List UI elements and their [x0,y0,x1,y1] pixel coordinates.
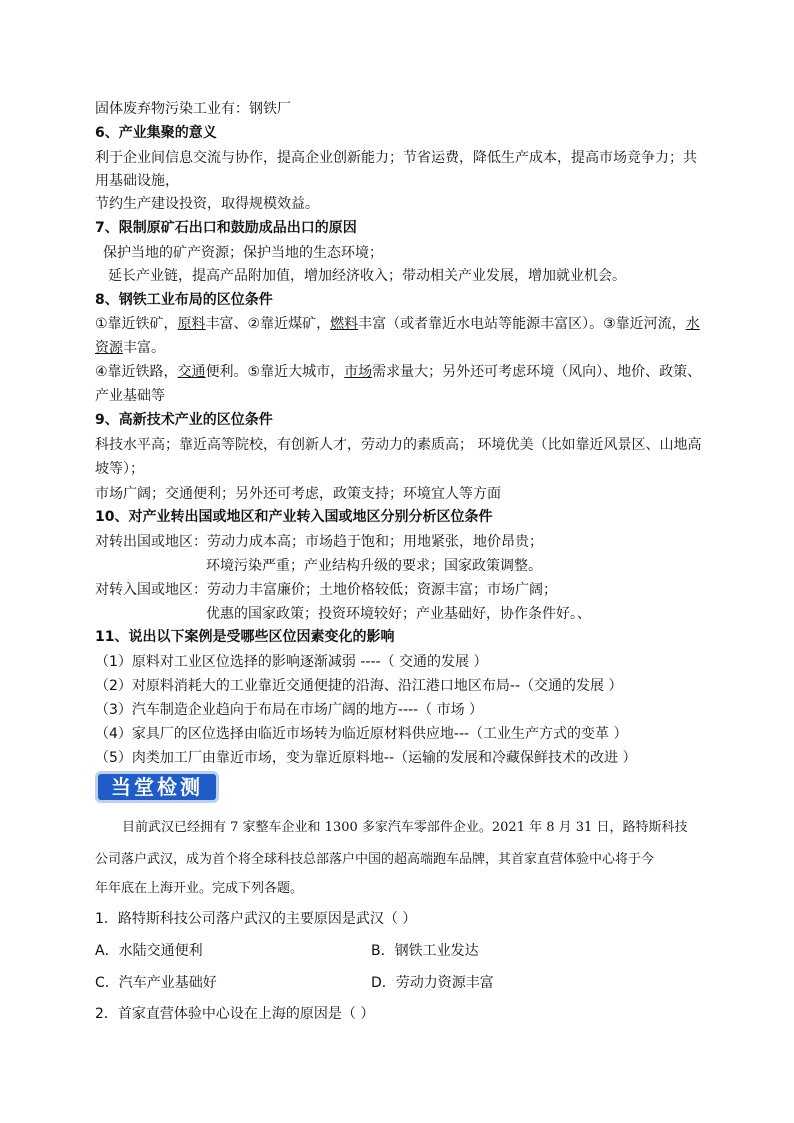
text-line: 优惠的国家政策；投资环境较好；产业基础好，协作条件好。、 [206,606,591,622]
section-heading-6: 6、产业集聚的意义 [95,125,217,141]
list-item: （5）肉类加工厂由靠近市场，变为靠近原料地--（运输的发展和冷藏保鲜技术的改进 ） [95,750,637,766]
text-run: 需求量大；另外还可考虑环境（风向）、地价、政策、 [372,364,702,380]
text-line [95,362,701,382]
underlined-term: 水 [685,316,700,332]
text-line: 科技水平高；靠近高等院校，有创新人才，劳动力的素质高； 环境优美（比如靠近风景区、山地高 [95,437,702,453]
list-item: （4）家具厂的区位选择由临近市场转为临近原材料供应地---（工业生产方式的变革 ） [95,726,628,742]
text-line: 对转出国或地区：劳动力成本高；市场趋于饱和；用地紧张，地价昂贵； [95,534,543,550]
list-item: （1）原料对工业区位选择的影响逐渐减弱 ----（ 交通的发展 ） [95,654,488,670]
list-item: （2）对原料消耗大的工业靠近交通便捷的沿海、沿江港口地区布局--（交通的发展 ） [95,678,623,694]
passage-line: 公司落户武汉，成为首个将全球科技总部落户中国的超高端跑车品牌，其首家直营体验中心将于今 [95,852,655,867]
text-line: 坡等）； [95,461,144,477]
option-b[interactable]: B．钢铁工业发达 [371,943,479,959]
text-run: 丰富。 [123,340,165,356]
text-line: 利于企业间信息交流与协作，提高企业创新能力；节省运费，降低生产成本，提高市场竞争力；共 [95,150,697,166]
section-badge: 当堂检测 [95,771,219,803]
text-run: 便利。⑤靠近大城市， [205,364,345,380]
section-heading-9: 9、高新技术产业的区位条件 [95,412,273,428]
text-line: 节约生产建设投资，取得规模效益。 [95,196,319,212]
option-a[interactable]: A．水陆交通便利 [95,943,203,959]
underlined-term: 市场 [344,364,373,380]
text-line: 市场广阔；交通便利；另外还可考虑，政策支持；环境宜人等方面 [95,486,501,502]
underlined-term: 燃料 [330,316,359,332]
text-line: 保护当地的矿产资源；保护当地的生态环境； [103,245,383,261]
question-stem: 2．首家直营体验中心设在上海的原因是（ ） [95,1006,375,1022]
list-item: （3）汽车制造企业趋向于布局在市场广阔的地方----（ 市场 ） [95,702,484,718]
text-line [95,314,700,334]
text-run: ④靠近铁路， [95,364,178,380]
text-line: 产业基础等 [95,388,165,404]
option-d[interactable]: D．劳动力资源丰富 [371,975,494,991]
passage-line: 目前武汉已经拥有 7 家整车企业和 1300 多家汽车零部件企业。2021 年 8 月 31 日，路特斯科技 [122,820,688,835]
text-line [95,338,165,358]
section-heading-8: 8、钢铁工业布局的区位条件 [95,292,273,308]
section-heading-10: 10、对产业转出国或地区和产业转入国或地区分别分析区位条件 [95,509,493,525]
text-line: 固体废弃物污染工业有：钢铁厂 [95,101,291,117]
section-heading-11: 11、说出以下案例是受哪些区位因素变化的影响 [95,629,395,645]
text-line: 环境污染严重；产业结构升级的要求；国家政策调整。 [206,558,542,574]
passage-line: 年年底在上海开业。完成下列各题。 [95,881,304,896]
text-line: 用基础设施， [95,173,179,189]
underlined-term: 原料 [177,316,206,332]
option-c[interactable]: C．汽车产业基础好 [95,975,217,991]
text-run: 丰富（或者靠近水电站等能源丰富区）。③靠近河流， [358,316,686,332]
question-stem: 1．路特斯科技公司落户武汉的主要原因是武汉（ ） [95,911,417,927]
text-line: 延长产业链，提高产品附加值，增加经济收入；带动相关产业发展，增加就业机会。 [108,268,626,284]
text-line: 对转入国或地区：劳动力丰富廉价；土地价格较低；资源丰富；市场广阔； [95,582,557,598]
underlined-term: 资源 [95,340,123,356]
text-run: ①靠近铁矿， [95,316,178,332]
underlined-term: 交通 [177,364,206,380]
text-run: 丰富、②靠近煤矿， [205,316,331,332]
section-heading-7: 7、限制原矿石出口和鼓励成品出口的原因 [95,220,357,236]
